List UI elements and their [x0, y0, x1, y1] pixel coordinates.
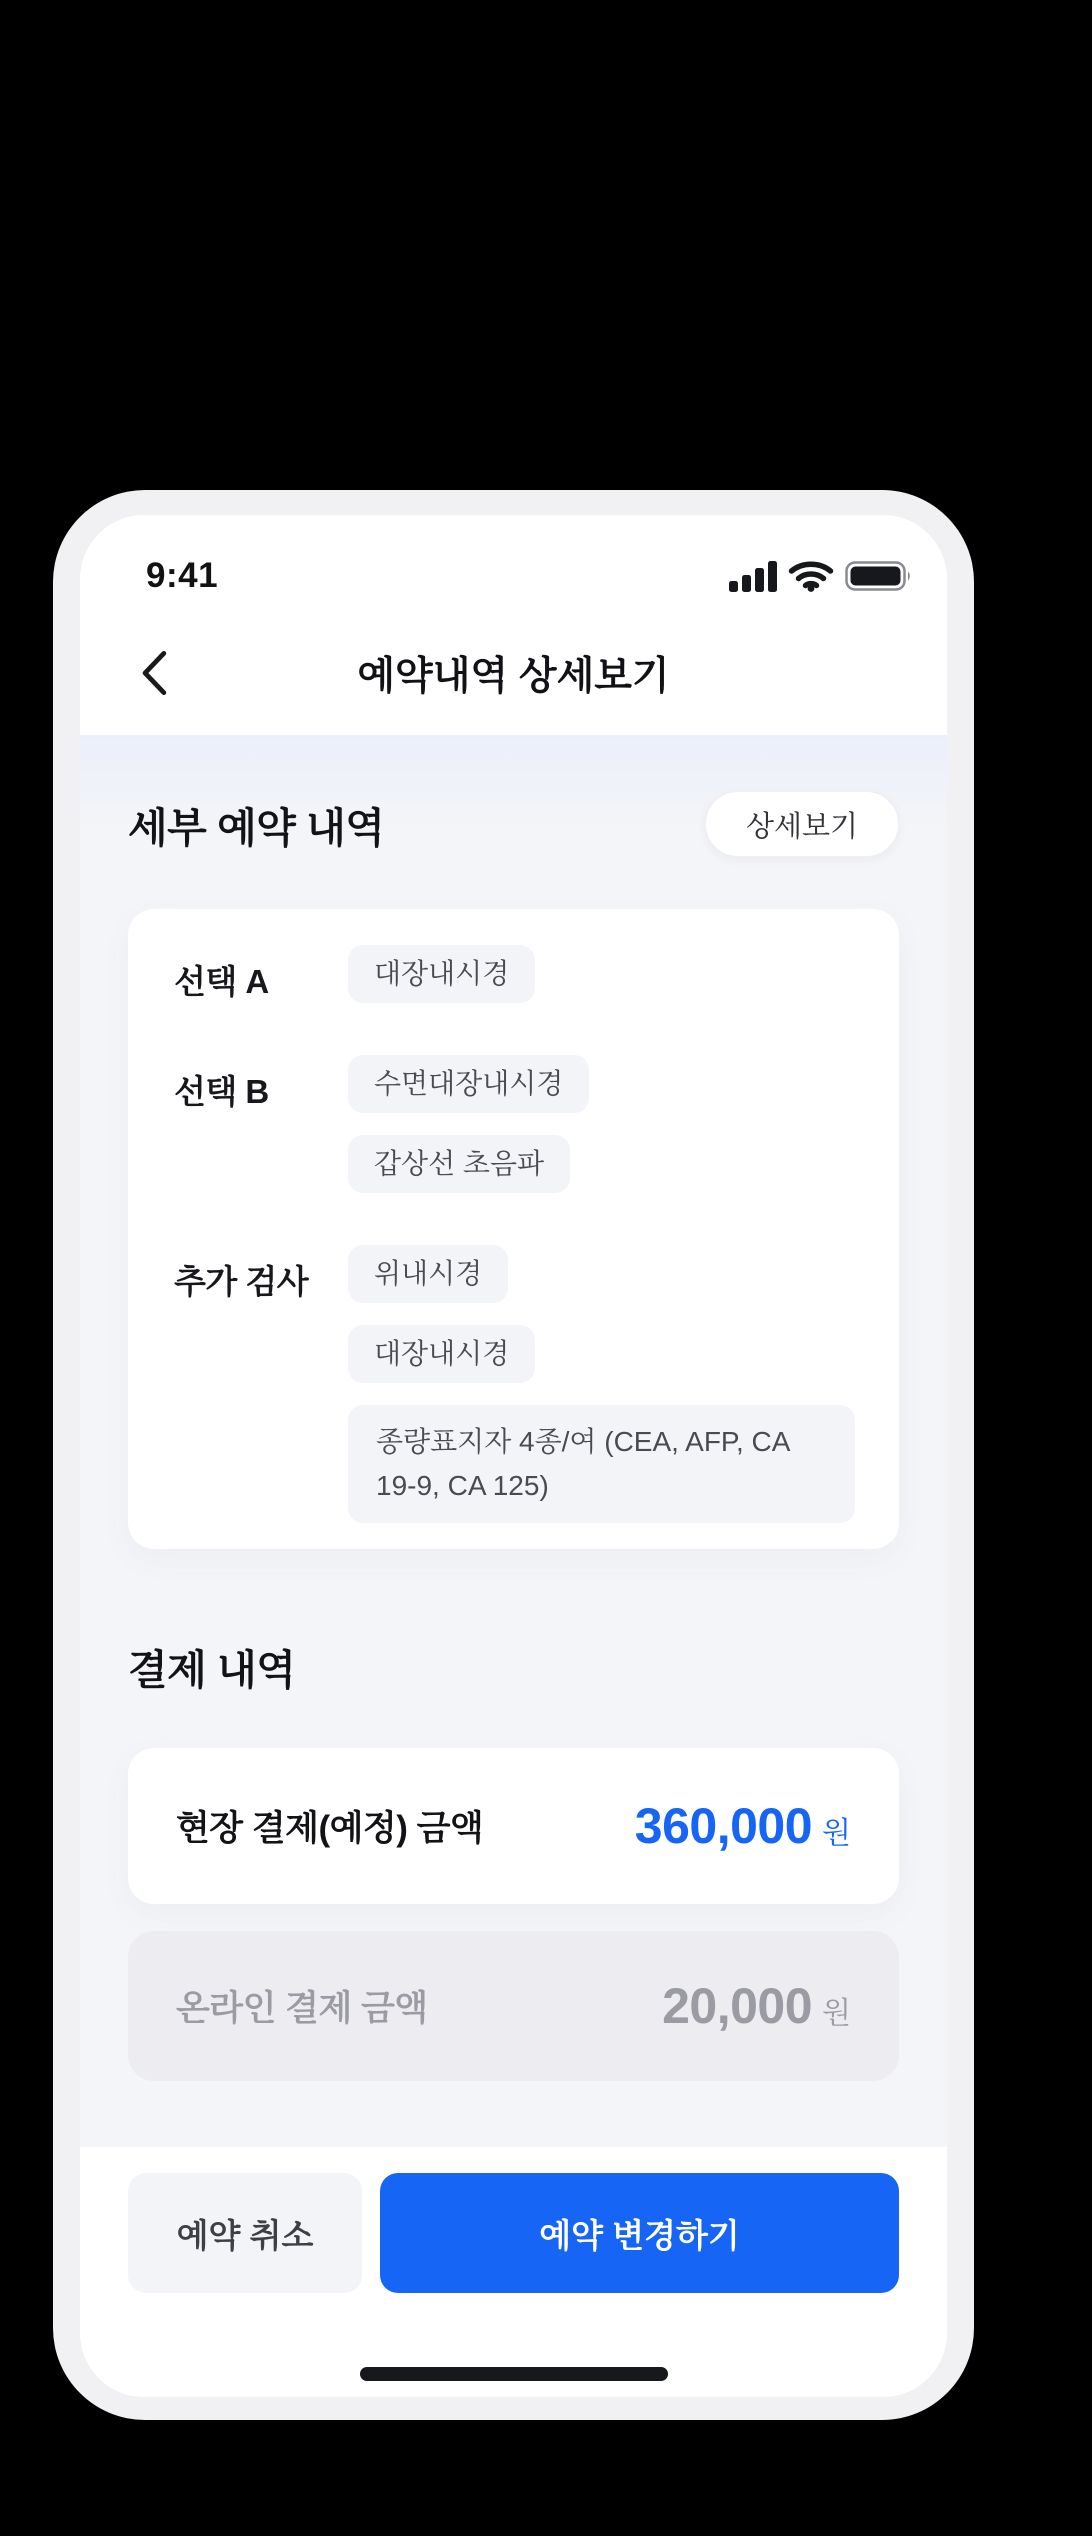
scroll-content[interactable]	[80, 735, 947, 2147]
change-reservation-button[interactable]: 예약 변경하기	[380, 2173, 899, 2293]
amount-value: 360,000	[634, 1798, 813, 1854]
onsite-payment-label: 현장 결제(예정) 금액	[176, 1809, 484, 1848]
exam-chip: 종량표지자 4종/여 (CEA, AFP, CA 19-9, CA 125)	[348, 1405, 855, 1523]
onsite-payment-amount	[635, 1797, 851, 1855]
exam-chip: 수면대장내시경	[348, 1055, 589, 1113]
battery-icon	[845, 560, 913, 592]
home-indicator[interactable]	[360, 2367, 668, 2381]
row-label: 선택 A	[174, 963, 269, 1000]
amount-unit: 원	[822, 1817, 851, 1850]
reservation-detail-card	[128, 909, 899, 1549]
reservation-section-title: 세부 예약 내역	[128, 804, 385, 851]
reservation-row-additional	[174, 1245, 855, 1523]
online-payment-label: 온라인 결제 금액	[176, 1989, 428, 2028]
amount-value: 20,000	[662, 1978, 813, 2034]
phone-mockup-frame	[53, 490, 974, 2420]
cancel-reservation-button[interactable]: 예약 취소	[128, 2173, 362, 2293]
status-time: 9:41	[146, 556, 219, 595]
status-bar	[80, 515, 947, 611]
back-button[interactable]	[136, 646, 180, 700]
exam-chip: 대장내시경	[348, 945, 535, 1003]
chip-group	[348, 945, 855, 1003]
payment-section-title: 결제 내역	[128, 1647, 296, 1693]
chevron-left-icon	[136, 648, 172, 698]
onsite-payment-card	[128, 1748, 899, 1904]
cellular-signal-icon	[729, 560, 777, 592]
chip-group	[348, 1055, 855, 1193]
row-label: 선택 B	[174, 1073, 269, 1110]
app-screen	[80, 515, 947, 2397]
exam-chip: 위내시경	[348, 1245, 508, 1303]
detail-view-button[interactable]: 상세보기	[705, 791, 899, 857]
row-label: 추가 검사	[174, 1263, 309, 1300]
amount-unit: 원	[822, 1997, 851, 2030]
reservation-row-option-b	[174, 1055, 855, 1193]
exam-chip: 갑상선 초음파	[348, 1135, 570, 1193]
reservation-row-option-a	[174, 945, 855, 1003]
online-payment-card	[128, 1931, 899, 2081]
status-icons	[729, 560, 913, 592]
reservation-section-header	[128, 791, 899, 857]
chip-group	[348, 1245, 855, 1523]
nav-bar	[80, 611, 947, 735]
bottom-action-bar	[80, 2147, 947, 2397]
online-payment-amount	[662, 1977, 851, 2035]
wifi-icon	[788, 560, 834, 592]
exam-chip: 대장내시경	[348, 1325, 535, 1383]
page-title: 예약내역 상세보기	[357, 655, 670, 698]
